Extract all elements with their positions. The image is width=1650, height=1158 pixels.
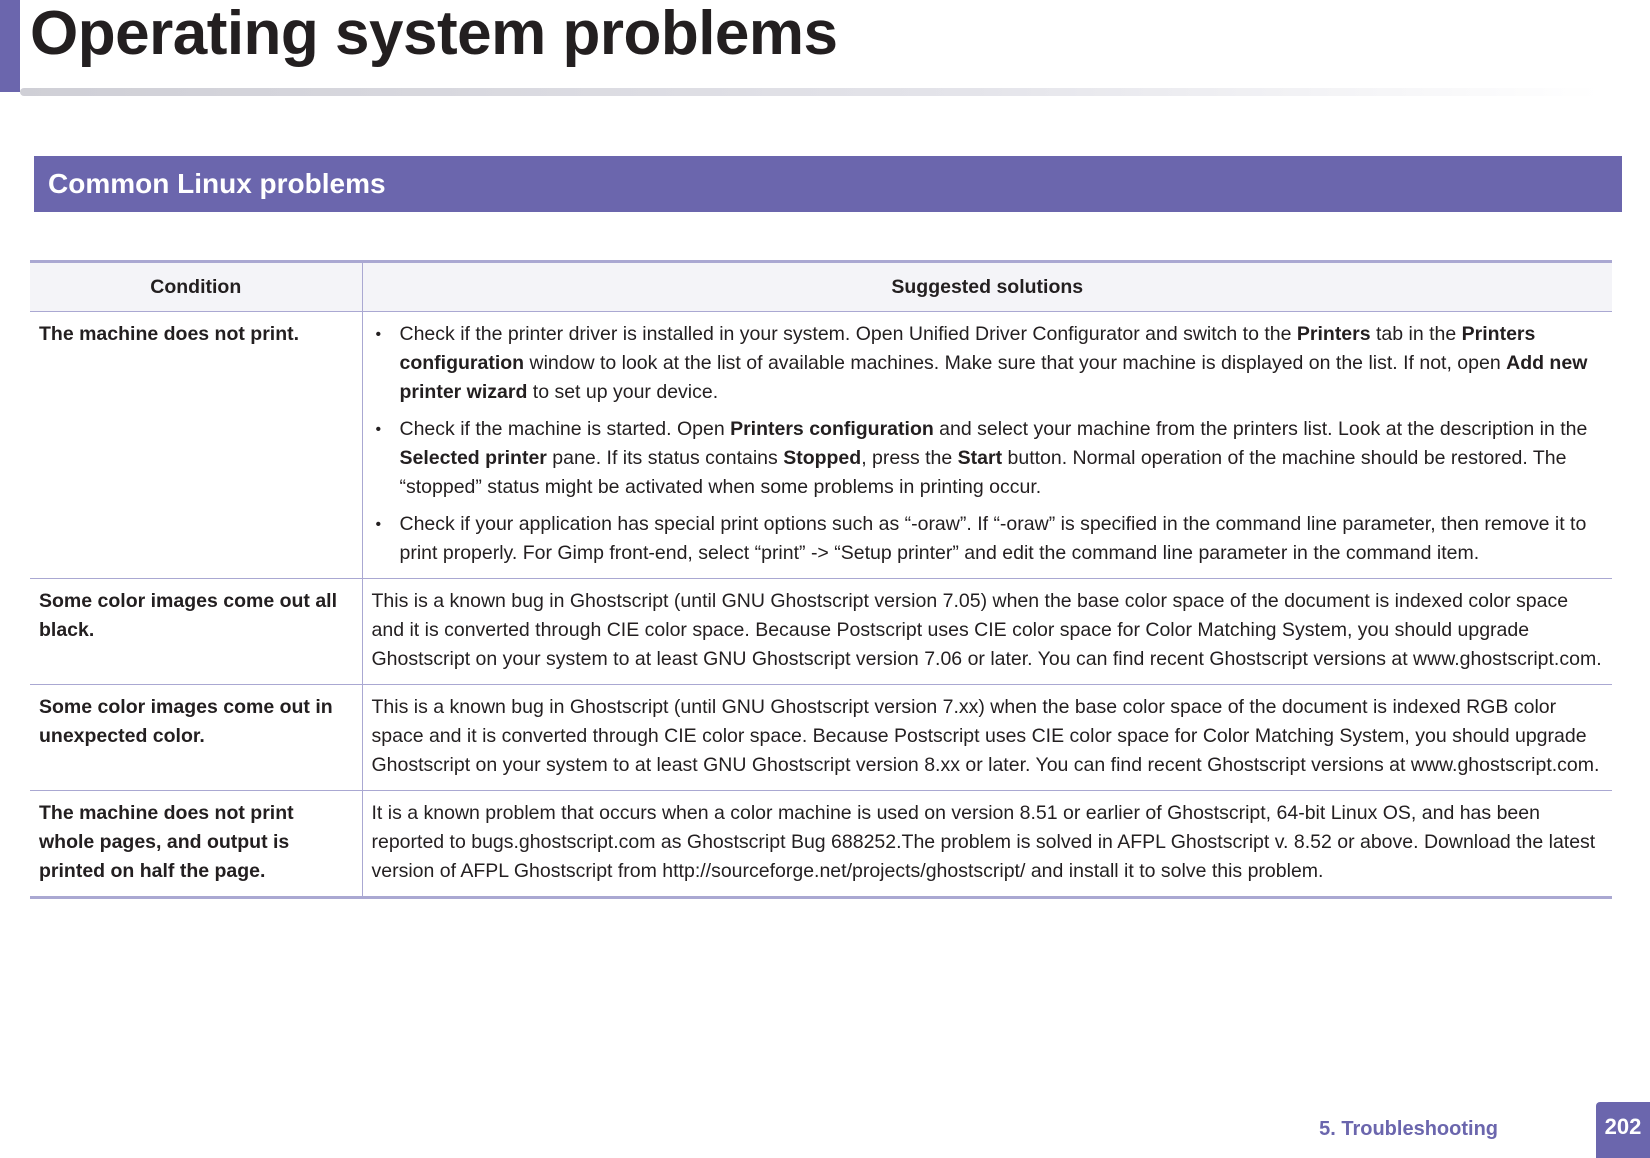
ui-term: Printers [1296, 323, 1371, 345]
table-row [30, 579, 1612, 685]
page-number: 202 [1596, 1102, 1650, 1158]
text-run: tab in the [1370, 323, 1462, 345]
table-row [30, 312, 1612, 579]
table-row [30, 791, 1612, 898]
text-run: , press the [861, 447, 958, 469]
ui-term: Printers configuration [730, 418, 934, 440]
text-run: to set up your device. [527, 381, 719, 403]
list-item: • Check if your application has special print options such as “-oraw”. If “-oraw” is specified in the command line parameter, then remove it to print properly. For Gimp front-end, select “print” -> “Setup printer” and edit the command line parameter in the command item. [372, 510, 1603, 568]
text-run: Check if the machine is started. Open [399, 418, 731, 440]
solution-cell: This is a known bug in Ghostscript (until GNU Ghostscript version 7.05) when the base color space of the document is indexed color space and it is converted through CIE color space. Because Postscript uses CIE color space for Color Matching System, you should upgrade Ghostscript on your system to at least GNU Ghostscript version 7.06 or later. You can find recent Ghostscript versions at www.ghostscript.com. [362, 579, 1612, 685]
footer-chapter: 5. Troubleshooting [1319, 1118, 1498, 1140]
ui-term: Printers configuration [399, 323, 1536, 374]
text-run: and select your machine from the printers list. Look at the description in the [933, 418, 1588, 440]
troubleshooting-table [30, 260, 1612, 899]
table-header-row [30, 262, 1612, 312]
ui-term: Start [957, 447, 1003, 469]
text-run: pane. If its status contains [546, 447, 784, 469]
text-run: window to look at the list of available machines. Make sure that your machine is displayed on the list. If not, open [524, 352, 1507, 374]
list-item [372, 415, 1603, 502]
condition-cell: Some color images come out all black. [30, 579, 362, 685]
ui-term: Stopped [783, 447, 862, 469]
title-underline [20, 88, 1600, 96]
solution-cell [362, 312, 1612, 579]
text-run: button. Normal operation of the machine should be restored. The “stopped” status might be activated when some problems in printing occur. [399, 447, 1567, 498]
condition-cell: Some color images come out in unexpected color. [30, 685, 362, 791]
header-condition: Condition [30, 262, 362, 312]
table-row [30, 685, 1612, 791]
ui-term: Add new printer wizard [399, 352, 1588, 403]
solution-list [372, 320, 1603, 568]
condition-cell: The machine does not print. [30, 312, 362, 579]
list-item [372, 320, 1603, 407]
page-title: Operating system problems [30, 0, 838, 68]
ui-term: Selected printer [399, 447, 547, 469]
solution-cell: It is a known problem that occurs when a color machine is used on version 8.51 or earlier of Ghostscript, 64-bit Linux OS, and has been reported to bugs.ghostscript.com as Ghostscript Bug 688252.The problem is solved in AFPL Ghostscript v. 8.52 or above. Download the latest version of AFPL Ghostscript from http://sourceforge.net/projects/ghostscript/ and install it to solve this problem. [362, 791, 1612, 898]
text-run: Check if the printer driver is installed in your system. Open Unified Driver Configurator and switch to the [399, 323, 1297, 345]
solution-cell: This is a known bug in Ghostscript (until GNU Ghostscript version 7.xx) when the base color space of the document is indexed RGB color space and it is converted through CIE color space. Because Postscript uses CIE color space for Color Matching System, you should upgrade Ghostscript on your system to at least GNU Ghostscript version 8.xx or later. You can find recent Ghostscript versions at www.ghostscript.com. [362, 685, 1612, 791]
section-banner [34, 156, 1622, 212]
condition-cell: The machine does not print whole pages, and output is printed on half the page. [30, 791, 362, 898]
title-accent-bar [0, 0, 20, 92]
section-title: Common Linux problems [48, 168, 386, 199]
header-solutions: Suggested solutions [362, 262, 1612, 312]
